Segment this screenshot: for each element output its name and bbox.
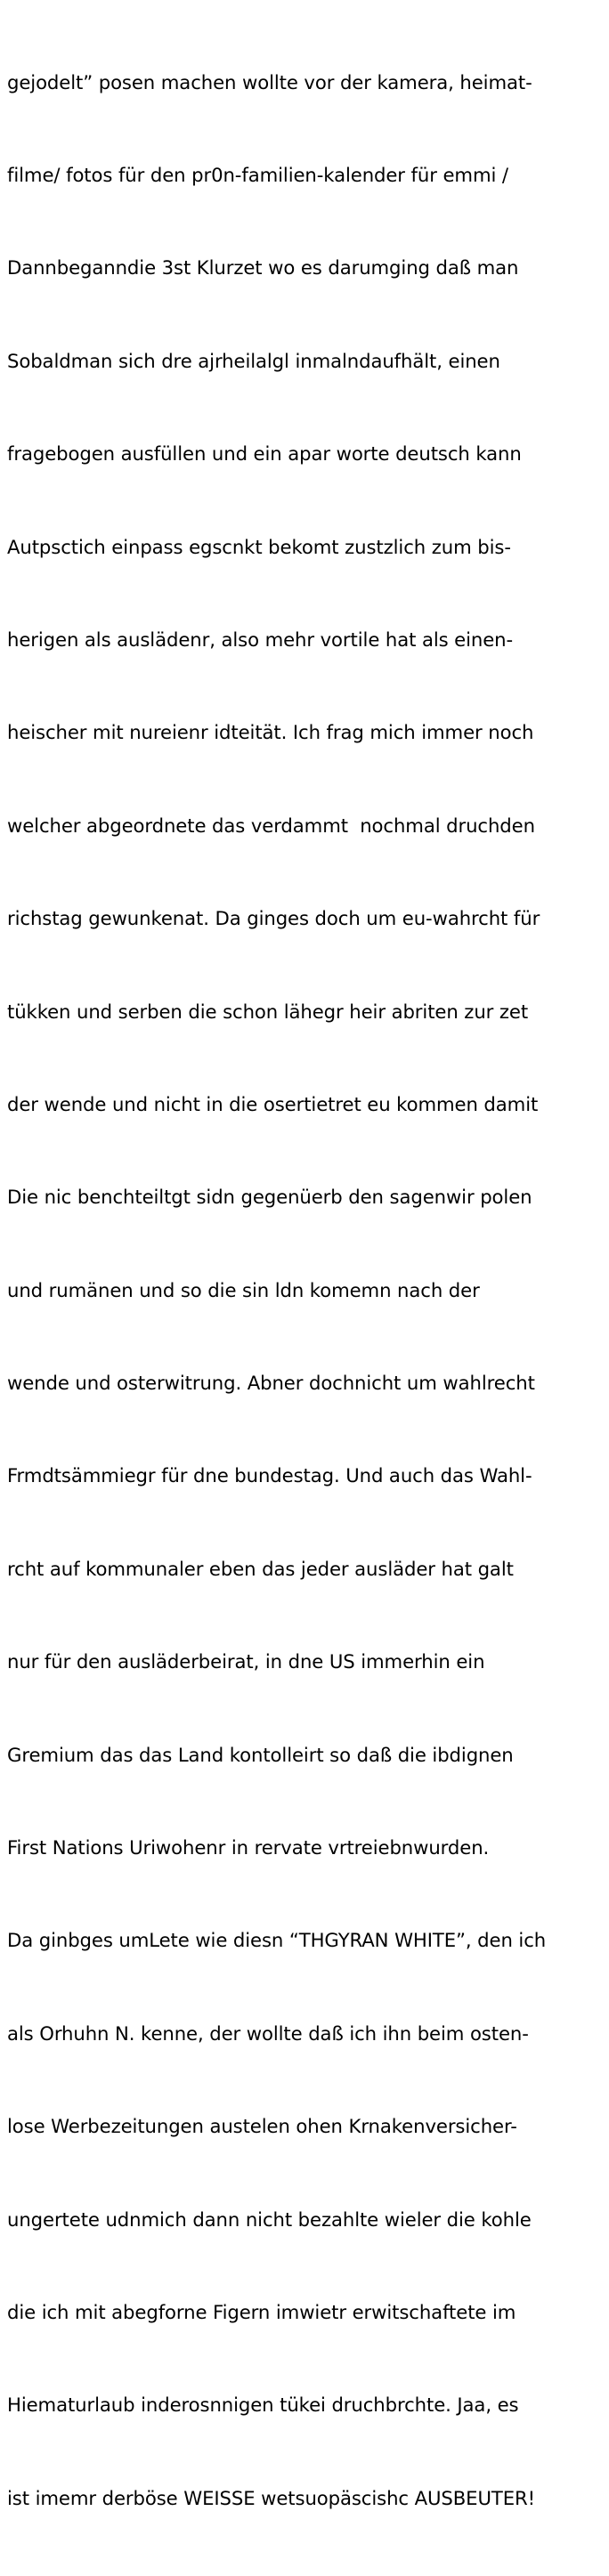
text-line: ist imemr derböse WEISSE wetsuopäscishc AUSBEUTER! xyxy=(7,2486,536,2509)
text-line: heischer mit nureienr idteität. Ich frag mich immer noch xyxy=(7,721,534,744)
text-line: ungertete udnmich dann nicht bezahlte wieler die kohle xyxy=(7,2207,532,2231)
text-line: gejodelt” posen machen wollte vor der kamera, heimat- xyxy=(7,70,532,93)
text-line: Autpsctich einpass egscnkt bekomt zustzlich zum bis- xyxy=(7,535,511,558)
text-line: Da ginbges umLete wie diesn “THGYRAN WHITE”, den ich xyxy=(7,1929,547,1952)
text-line: der wende und nicht in die osertietret eu kommen damit xyxy=(7,1092,539,1115)
text-line: nur für den ausläderbeirat, in dne US immerhin ein xyxy=(7,1650,485,1673)
text-line: Dannbeganndie 3st Klurzet wo es darumging daß man xyxy=(7,256,519,279)
text-line: fragebogen ausfüllen und ein apar worte deutsch kann xyxy=(7,442,522,466)
text-line: herigen als auslädenr, also mehr vortile hat als einen- xyxy=(7,628,514,651)
text-line: tükken und serben die schon lähegr heir abriten zur zet xyxy=(7,1000,529,1023)
text-line: Hiematurlaub inderosnnigen tükei druchbrchte. Jaa, es xyxy=(7,2394,519,2417)
text-line: richstag gewunkenat. Da ginges doch um eu-wahrcht für xyxy=(7,907,540,930)
text-line: First Nations Uriwohenr in rervate vrtreiebnwurden. xyxy=(7,1836,490,1859)
text-line: die ich mit abegforne Figern imwietr erwitschaftete im xyxy=(7,2300,516,2323)
text-line: lose Werbezeitungen austelen ohen Krnakenversicher- xyxy=(7,2115,517,2138)
text-line: Die nic benchteiltgt sidn gegenüerb den sagenwir polen xyxy=(7,1186,532,1209)
text-line: Sobaldman sich dre ajrheilalgl inmalndaufhält, einen xyxy=(7,349,500,372)
text-line: wende und osterwitrung. Abner dochnicht um wahlrecht xyxy=(7,1372,535,1395)
document-text xyxy=(7,5,604,2576)
text-line: Gremium das das Land kontolleirt so daß die ibdignen xyxy=(7,1743,514,1766)
text-line: Frmdtsämmiegr für dne bundestag. Und auch das Wahl- xyxy=(7,1464,532,1487)
text-line: und rumänen und so die sin ldn komemn nach der xyxy=(7,1278,480,1301)
text-line: welcher abgeordnete das verdammt nochmal druchden xyxy=(7,814,535,837)
text-line: filme/ fotos für den pr0n-familien-kalender für emmi / xyxy=(7,163,508,186)
text-line: als Orhuhn N. kenne, der wollte daß ich ihn beim osten- xyxy=(7,2021,529,2045)
text-line: rcht auf kommunaler eben das jeder ausläder hat galt xyxy=(7,1557,514,1580)
